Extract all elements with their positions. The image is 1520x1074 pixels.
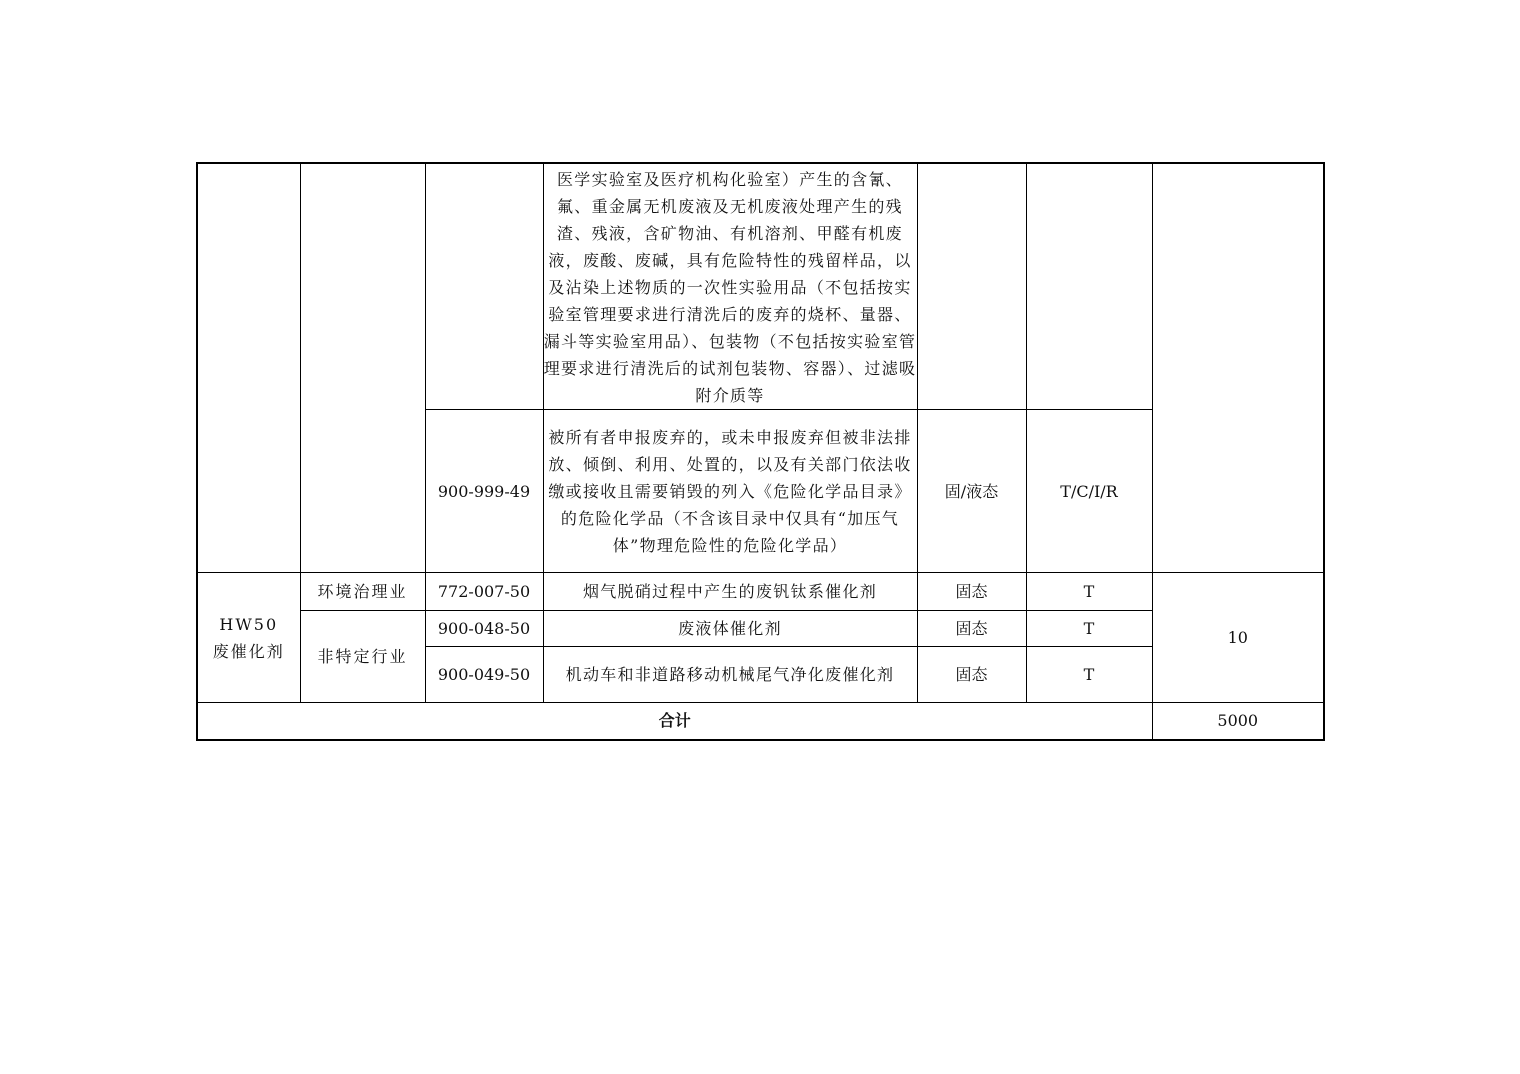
hazard-property: T/C/I/R: [1026, 410, 1152, 573]
hazard-cell-blank: [1026, 163, 1152, 410]
table-row: [197, 163, 1324, 410]
code-cell-blank: [425, 163, 543, 410]
physical-form: 固/液态: [917, 410, 1026, 573]
description-cell: 烟气脱硝过程中产生的废钒钛系催化剂: [543, 573, 917, 611]
total-value: 5000: [1152, 703, 1324, 740]
total-row: [197, 703, 1324, 740]
description-cell: 医学实验室及医疗机构化验室）产生的含氰、氟、重金属无机废液及无机废液处理产生的残渣、残液，含矿物油、有机溶剂、甲醛有机废液，废酸、废碱，具有危险特性的残留样品，以及沾染上述物质的一次性实验用品（不包括按实验室管理要求进行清洗后的废弃的烧杯、量器、漏斗等实验室用品）、包装物（不包括按实验室管理要求进行清洗后的试剂包装物、容器）、过滤吸附介质等: [543, 163, 917, 410]
hazardous-waste-table: [196, 162, 1325, 741]
physical-form: 固态: [917, 647, 1026, 703]
form-cell-blank: [917, 163, 1026, 410]
physical-form: 固态: [917, 573, 1026, 611]
total-label: 合计: [197, 703, 1152, 740]
table-row: [197, 573, 1324, 611]
hazard-property: T: [1026, 573, 1152, 611]
description-cell: 被所有者申报废弃的，或未申报废弃但被非法排放、倾倒、利用、处置的，以及有关部门依法收缴或接收且需要销毁的列入《危险化学品目录》的危险化学品（不含该目录中仅具有“加压气体”物理危险性的危险化学品）: [543, 410, 917, 573]
industry-source: 环境治理业: [300, 573, 425, 611]
category-cell-blank: [197, 163, 300, 573]
hazard-property: T: [1026, 647, 1152, 703]
waste-code: 772-007-50: [425, 573, 543, 611]
quantity-cell-blank: [1152, 163, 1324, 573]
physical-form: 固态: [917, 611, 1026, 647]
waste-category: [197, 573, 300, 703]
waste-code: 900-048-50: [425, 611, 543, 647]
description-cell: 机动车和非道路移动机械尾气净化废催化剂: [543, 647, 917, 703]
waste-code: 900-049-50: [425, 647, 543, 703]
category-code: HW50: [219, 614, 279, 634]
quantity-value: 10: [1152, 573, 1324, 703]
category-name: 废催化剂: [212, 641, 285, 661]
waste-code: 900-999-49: [425, 410, 543, 573]
hazard-property: T: [1026, 611, 1152, 647]
industry-source: 非特定行业: [300, 611, 425, 703]
description-cell: 废液体催化剂: [543, 611, 917, 647]
industry-cell-blank: [300, 163, 425, 573]
